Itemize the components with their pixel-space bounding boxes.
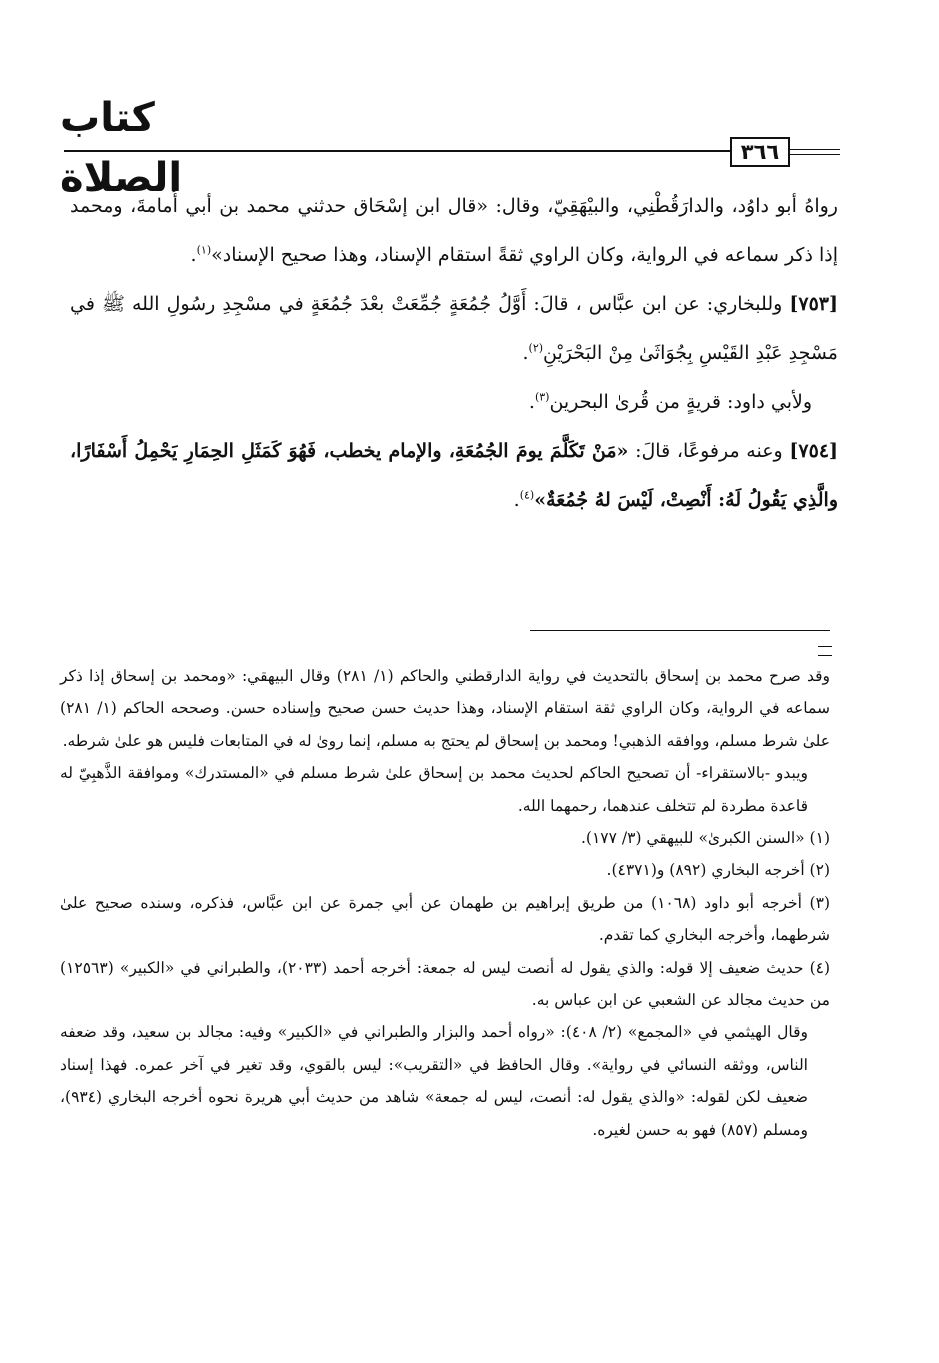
footnote-ref: (١) bbox=[196, 243, 212, 257]
paragraph-text: ولأبي داود: قريةٍ من قُرىٰ البحرين bbox=[549, 391, 812, 413]
paragraph-abu-dawud: ولأبي داود: قريةٍ من قُرىٰ البحرين$^{(٣)}$. bbox=[528, 390, 812, 413]
book-title: كتاب الصلاة bbox=[60, 95, 183, 201]
footnote-3: (٣) أخرجه أبو داود (١٠٦٨) من طريق إبراهيم بن طهمان عن أبي جمرة عن ابن عبَّاس، فذكره، وسنده صحيح علىٰ شرطهما، وأخرجه البخاري كما تقدم. bbox=[60, 893, 830, 945]
footnote-ref: (٤) bbox=[519, 488, 535, 502]
hadith-753: [٧٥٣] وللبخاري: عن ابن عبَّاس ، قالَ: أَوَّلُ جُمُعَةٍ جُمِّعَتْ بعْدَ جُمُعَةٍ في مسْجِدِ رسُولِ الله ﷺ في مَسْجِدِ عَبْدِ القَيْسِ بِجُوَاثَىٰ مِنْ البَحْرَيْنِ$^{(٢)}$. bbox=[70, 293, 838, 364]
footnote-ref: (٢) bbox=[528, 341, 544, 355]
hadith-quote: «مَنْ تَكَلَّمَ يومَ الجُمُعَةِ، والإمام يخطب، فَهُوَ كَمَثَلِ الحِمَارِ يَحْمِلُ أَسْفَارًا، والَّذِي يَقُولُ لَهُ: أَنْصِتْ، لَيْسَ لهُ جُمُعَةٌ» bbox=[70, 440, 838, 511]
footnote-continued: ويبدو -بالاستقراء- أن تصحيح الحاكم لحديث محمد بن إسحاق علىٰ شرط مسلم في «المستدرك» وموافقة الذَّهبِيّ له قاعدة مطردة لم تتخلف عندهما، رحمهما الله. bbox=[60, 764, 808, 815]
footnote-4: (٤) حديث ضعيف إلا قوله: والذي يقول له أنصت ليس له جمعة: أخرجه أحمد (٢٠٣٣)، والطبراني في «الكبير» (١٢٥٦٣) من حديث مجالد عن الشعبي عن ابن عباس به. bbox=[60, 958, 831, 1010]
footnote-continued: وقد صرح محمد بن إسحاق بالتحديث في رواية الدارقطني والحاكم (١/ ٢٨١) وقال البيهقي: «ومحمد بن إسحاق إذا ذكر سماعه في الرواية، وكان الراوي ثقة استقام الإسناد، وهذا حديث حسن صحيح وإسناده حسن. وصححه الحاكم (١/ ٢٨١) علىٰ شرط مسلم، ووافقه الذهبي! ومحمد بن إسحاق لم يحتج به مسلم، إنما روىٰ له في المتابعات فليس هو علىٰ شرطه. bbox=[60, 667, 830, 750]
footnotes bbox=[60, 660, 830, 1146]
footnote-continuation-mark bbox=[818, 646, 832, 656]
hadith-number: [٧٥٣] bbox=[789, 293, 838, 315]
footnote-ref: (٣) bbox=[534, 390, 550, 404]
footnote-separator bbox=[530, 630, 830, 631]
hadith-number: [٧٥٤] bbox=[789, 440, 839, 462]
footnote-4-continued: وقال الهيثمي في «المجمع» (٢/ ٤٠٨): «رواه أحمد والبزار والطبراني في «الكبير» وفيه: مجالد بن سعيد، وقد ضعفه الناس، ووثقه النسائي في رواية». وقال الحافظ في «التقريب»: ليس بالقوي، وقد تغير في آخر عمره. فهذا إسناد ضعيف لكن لقوله: «والذي يقول له: أنصت، ليس له جمعة» شاهد من حديث أبي هريرة نحوه أخرجه البخاري (٩٣٤)، ومسلم (٨٥٧) فهو به حسن لغيره. bbox=[60, 1023, 808, 1139]
main-text bbox=[70, 182, 838, 525]
header-rule bbox=[64, 150, 730, 152]
hadith-text: وللبخاري: عن ابن عبَّاس ، قالَ: أَوَّلُ جُمُعَةٍ جُمِّعَتْ بعْدَ جُمُعَةٍ في مسْجِدِ رسُولِ الله ﷺ في مَسْجِدِ عَبْدِ القَيْسِ بِجُوَاثَىٰ مِنْ البَحْرَيْنِ bbox=[70, 293, 838, 364]
footnote-1: (١) «السنن الكبرىٰ» للبيهقي (٣/ ١٧٧). bbox=[580, 829, 830, 848]
footnote-2: (٢) أخرجه البخاري (٨٩٢) و(٤٣٧١). bbox=[606, 861, 830, 880]
header-rule-ornament bbox=[790, 149, 840, 155]
hadith-intro: وعنه مرفوعًا، قالَ: bbox=[635, 440, 783, 462]
page-number: ٣٦٦ bbox=[730, 137, 790, 167]
hadith-754: [٧٥٤] وعنه مرفوعًا، قالَ: «مَنْ تَكَلَّمَ يومَ الجُمُعَةِ، والإمام يخطب، فَهُوَ كَمَثَلِ الحِمَارِ يَحْمِلُ أَسْفَارًا، والَّذِي يَقُولُ لَهُ: أَنْصِتْ، لَيْسَ لهُ جُمُعَةٌ»$^{(٤)}$. bbox=[70, 440, 839, 511]
paragraph-1: رواهُ أبو داوُد، والدارَقُطْنِي، والبيْهَقِيّ، وقال: «قال ابن إسْحَاق حدثني محمد بن أبي أُمامةَ، ومحمد إذا ذكر سماعه في الرواية، وكان الراوي ثقةً استقام الإسناد، وهذا صحيح الإسناد»$^{(١)}$. bbox=[70, 195, 838, 266]
paragraph-text: رواهُ أبو داوُد، والدارَقُطْنِي، والبيْهَقِيّ، وقال: «قال ابن إسْحَاق حدثني محمد بن أبي أُمامةَ، ومحمد إذا ذكر سماعه في الرواية، وكان الراوي ثقةً استقام الإسناد، وهذا صحيح الإسناد» bbox=[70, 195, 838, 266]
